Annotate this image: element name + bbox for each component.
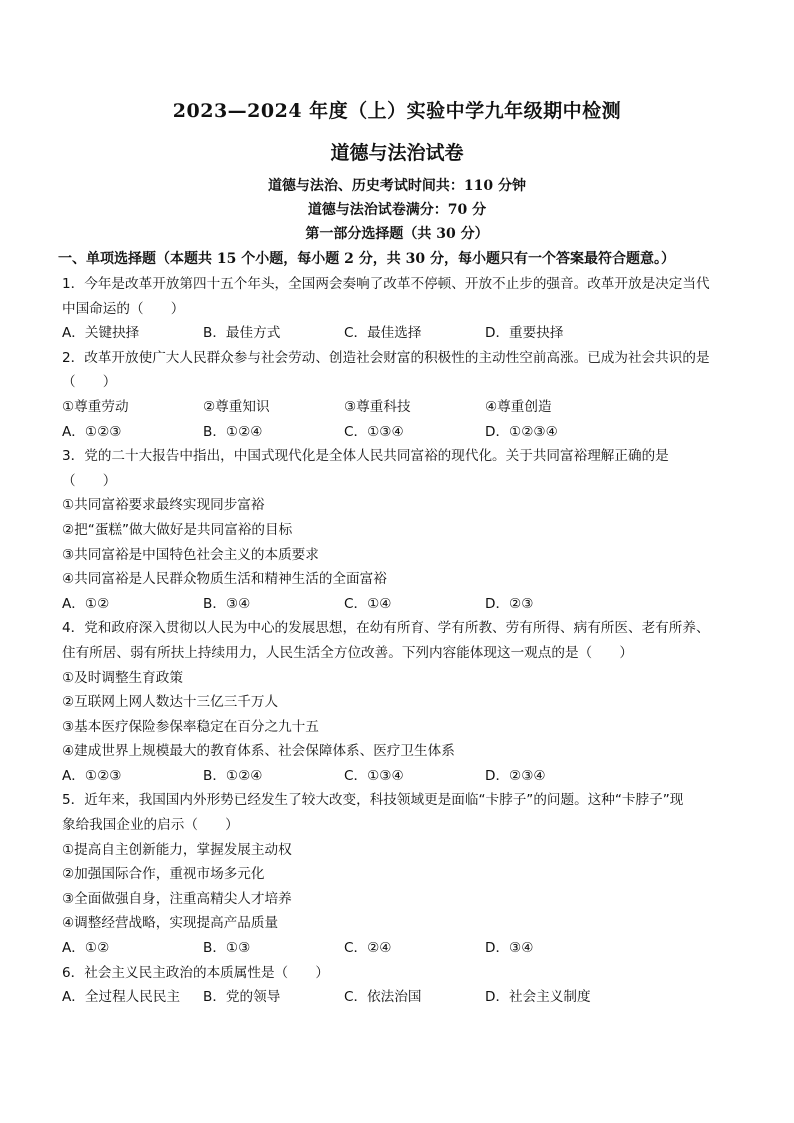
answer-option-d[interactable]: D．社会主义制度 (485, 989, 591, 1006)
answer-options (62, 764, 742, 789)
question-1 (62, 272, 742, 346)
question-stem-line: 4．党和政府深入贯彻以人民为中心的发展思想，在幼有所育、学有所教、劳有所得、病有所医、老有所养、 (62, 620, 710, 637)
question-stem-line: 3．党的二十大报告中指出，中国式现代化是全体人民共同富裕的现代化。关于共同富裕理解正确的是 (62, 448, 669, 465)
answer-option-b[interactable]: B．①③ (203, 940, 251, 957)
answer-option-c[interactable]: C．②④ (344, 940, 392, 957)
answer-option-a[interactable]: A．①② (62, 940, 110, 957)
answer-option-a[interactable]: A．全过程人民民主 (62, 989, 181, 1006)
answer-options (62, 985, 742, 1010)
exam-title: 2023—2024 年度（上）实验中学九年级期中检测 (172, 100, 622, 122)
statement-item: ①尊重劳动 (62, 398, 129, 415)
question-3 (62, 444, 742, 616)
answer-option-b[interactable]: B．①②④ (203, 423, 263, 440)
statement-item: ③基本医疗保险参保率稳定在百分之九十五 (62, 718, 319, 735)
statement-item: ①提高自主创新能力，掌握发展主动权 (62, 841, 292, 858)
question-stem-line: 2．改革开放使广大人民群众参与社会劳动、创造社会财富的积极性的主动性空前高涨。已成为社会共识的是 (62, 349, 710, 366)
answer-option-a[interactable]: A．关键抉择 (62, 325, 140, 342)
answer-option-b[interactable]: B．①②④ (203, 767, 263, 784)
answer-options (62, 420, 742, 445)
exam-time-info: 道德与法治、历史考试时间共：110 分钟 (267, 178, 527, 194)
answer-option-a[interactable]: A．①②③ (62, 767, 122, 784)
answer-option-c[interactable]: C．①③④ (344, 767, 404, 784)
statement-item: ②把“蛋糕”做大做好是共同富裕的目标 (62, 521, 293, 538)
statement-item: ④调整经营战略，实现提高产品质量 (62, 915, 279, 932)
question-stem-line: 住有所居、弱有所扶上持续用力，人民生活全方位改善。下列内容能体现这一观点的是（ ） (62, 644, 633, 661)
question-2 (62, 346, 742, 444)
statement-item: ④建成世界上规模最大的教育体系、社会保障体系、医疗卫生体系 (62, 743, 455, 760)
section-heading: 一、单项选择题（本题共 15 个小题，每小题 2 分，共 30 分，每小题只有一个答案最符合题意。） (58, 251, 675, 267)
question-stem-line: 6．社会主义民主政治的本质属性是（ ） (62, 964, 329, 981)
question-stem-line: （ ） (62, 374, 117, 391)
exam-part-info: 第一部分选择题（共 30 分） (305, 226, 489, 242)
statement-item: ②加强国际合作，重视市场多元化 (62, 866, 265, 883)
statement-item: ④尊重创造 (485, 398, 552, 415)
answer-option-c[interactable]: C．最佳选择 (344, 325, 422, 342)
answer-option-d[interactable]: D．②③ (485, 595, 534, 612)
answer-option-a[interactable]: A．①② (62, 595, 110, 612)
statement-item: ③共同富裕是中国特色社会主义的本质要求 (62, 546, 319, 563)
exam-score-info: 道德与法治试卷满分：70 分 (307, 202, 487, 218)
question-stem-line: 象给我国企业的启示（ ） (62, 817, 239, 834)
answer-option-b[interactable]: B．最佳方式 (203, 325, 281, 342)
statement-row (62, 395, 742, 420)
answer-option-c[interactable]: C．依法治国 (344, 989, 422, 1006)
answer-option-d[interactable]: D．②③④ (485, 767, 546, 784)
question-list (62, 272, 742, 1010)
statement-item: ②互联网上网人数达十三亿三千万人 (62, 694, 279, 711)
statement-item: ③尊重科技 (344, 398, 411, 415)
answer-options (62, 592, 742, 617)
question-4 (62, 616, 742, 788)
answer-options (62, 936, 742, 961)
question-stem-line: 1．今年是改革开放第四十五个年头，全国两会奏响了改革不停顿、开放不止步的强音。改革开放是决定当代 (62, 276, 710, 292)
answer-option-b[interactable]: B．党的领导 (203, 989, 281, 1006)
question-6 (62, 961, 742, 1010)
answer-option-d[interactable]: D．③④ (485, 940, 534, 957)
question-stem-line: 5．近年来，我国国内外形势已经发生了较大改变，科技领域更是面临“卡脖子”的问题。这种“卡脖子”现 (62, 792, 684, 809)
answer-option-c[interactable]: C．①④ (344, 595, 392, 612)
answer-option-c[interactable]: C．①③④ (344, 423, 404, 440)
answer-option-d[interactable]: D．重要抉择 (485, 325, 564, 342)
statement-item: ②尊重知识 (203, 398, 270, 415)
answer-option-b[interactable]: B．③④ (203, 595, 251, 612)
question-stem-line: （ ） (62, 472, 117, 489)
statement-item: ④共同富裕是人民群众物质生活和精神生活的全面富裕 (62, 571, 387, 588)
exam-subtitle: 道德与法治试卷 (330, 142, 464, 164)
answer-option-d[interactable]: D．①②③④ (485, 423, 558, 440)
answer-option-a[interactable]: A．①②③ (62, 423, 122, 440)
answer-options (62, 321, 742, 346)
question-5 (62, 788, 742, 960)
statement-item: ③全面做强自身，注重高精尖人才培养 (62, 890, 292, 907)
statement-item: ①共同富裕要求最终实现同步富裕 (62, 497, 265, 514)
question-stem-line: 中国命运的（ ） (62, 300, 185, 317)
statement-item: ①及时调整生育政策 (62, 669, 183, 686)
